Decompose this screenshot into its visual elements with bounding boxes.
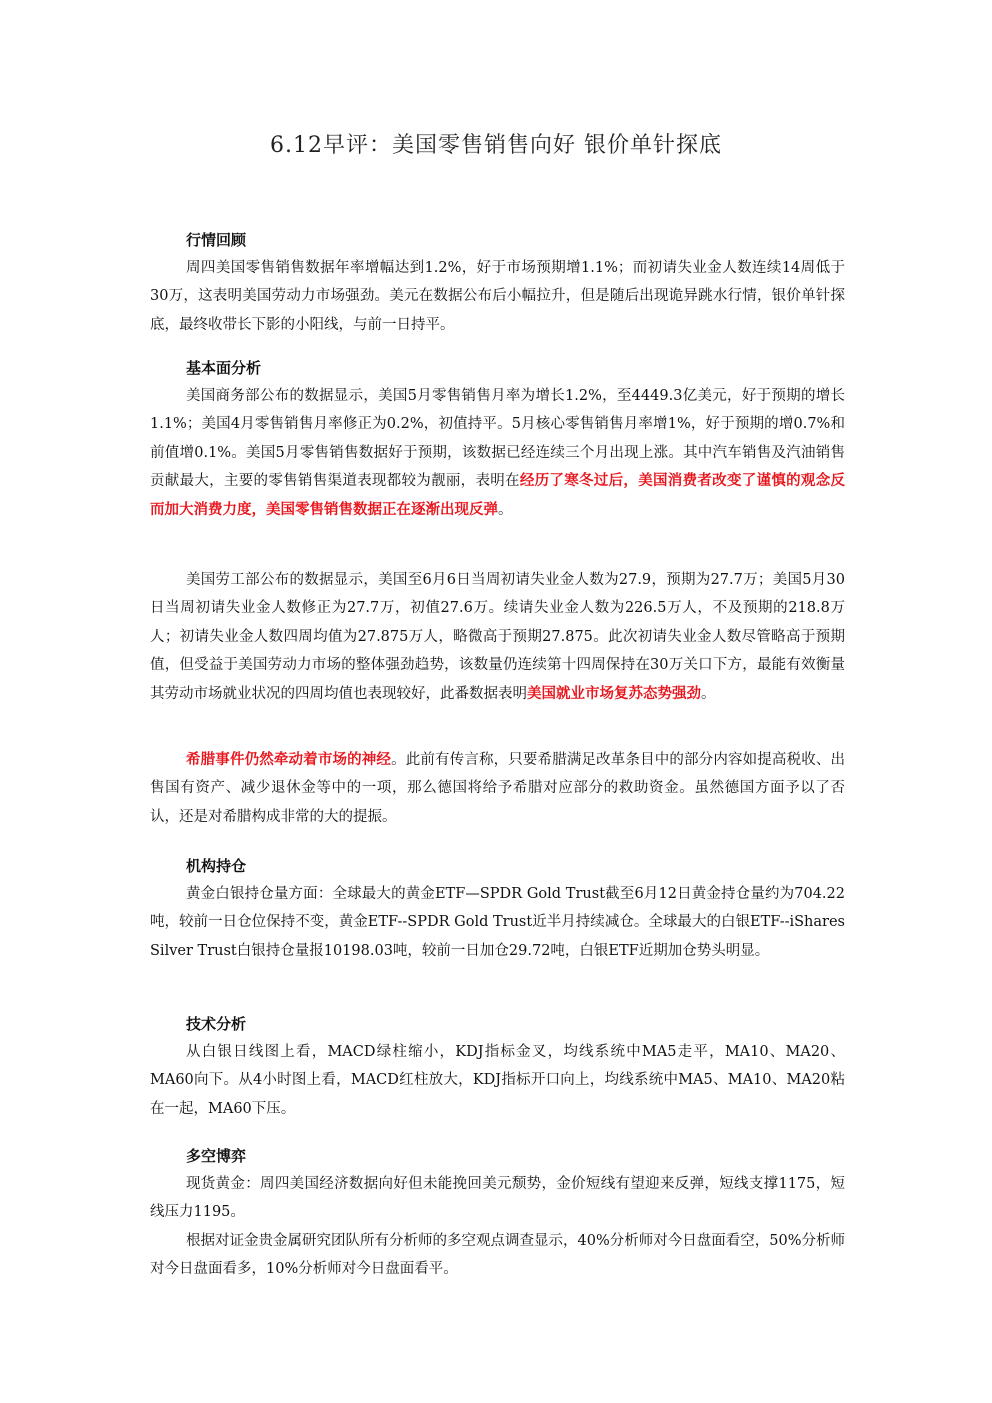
paragraph-spot-gold: 现货黄金：周四美国经济数据向好但未能挽回美元颓势，金价短线有望迎来反弹，短线支撑1175，短线压力1195。 — [150, 1176, 845, 1221]
heading-holdings: 机构持仓 — [186, 857, 247, 875]
document-title: 6.12早评：美国零售销售向好 银价单针探底 — [270, 133, 722, 158]
heading-bull-bear: 多空博弈 — [186, 1147, 247, 1165]
retail-sales-highlight: 经历了寒冬过后，美国消费者改变了谨慎的观念反而加大消费力度，美国零售销售数据正在逐渐出现反弹 — [150, 472, 846, 518]
section-market-review — [150, 226, 845, 339]
section-technical-analysis — [150, 1010, 845, 1123]
retail-sales-tail: 。 — [498, 501, 513, 518]
greece-text: 。此前有传言称，只要希腊满足改革条目中的部分内容如提高税收、出售国有资产、减少退休金等中的一项，那么德国将给予希腊对应部分的救助资金。虽然德国方面予以了否认，还是对希腊构成非常的大的提振。 — [150, 752, 846, 825]
jobless-claims-highlight: 美国就业市场复苏态势强劲 — [527, 684, 701, 702]
paragraph-holdings: 黄金白银持仓量方面：全球最大的黄金ETF—SPDR Gold Trust截至6月12日黄金持仓量约为704.22吨，较前一日仓位保持不变，黄金ETF--SPDR Gold Trust近半月持续减仓。全球最大的白银ETF--iShares Silver Trust白银持仓量报10198.03吨，较前一日加仓29.72吨，白银ETF近期加仓势头明显。 — [150, 886, 845, 959]
retail-sales-text: 美国商务部公布的数据显示，美国5月零售销售月率为增长1.2%，至4449.3亿美元，好于预期的增长1.1%；美国4月零售销售月率修正为0.2%，初值持平。5月核心零售销售月率增1%，好于预期的增0.7%和前值增0.1%。美国5月零售销售数据好于预期，该数据已经连续三个月出现上涨。其中汽车销售及汽油销售贡献最大，主要的零售销售渠道表现都较为靓丽，表明在 — [150, 388, 845, 490]
section-holdings — [150, 852, 845, 965]
section-fundamental-analysis — [150, 354, 845, 524]
paragraph-technical-analysis: 从白银日线图上看，MACD绿柱缩小，KDJ指标金叉，均线系统中MA5走平，MA10、MA20、MA60向下。从4小时图上看，MACD红柱放大，KDJ指标开口向上，均线系统中MA5、MA10、MA20粘在一起，MA60下压。 — [150, 1044, 845, 1117]
section-bull-bear — [150, 1142, 845, 1284]
section-labor-data — [150, 566, 845, 708]
jobless-claims-tail: 。 — [701, 685, 716, 702]
heading-technical-analysis: 技术分析 — [186, 1015, 247, 1033]
heading-market-review: 行情回顾 — [186, 231, 247, 249]
paragraph-greece — [150, 746, 845, 831]
greece-highlight: 希腊事件仍然牵动着市场的神经 — [186, 751, 392, 768]
paragraph-retail-sales — [150, 382, 845, 524]
heading-fundamental-analysis: 基本面分析 — [186, 359, 262, 377]
paragraph-analyst-survey: 根据对证金贵金属研究团队所有分析师的多空观点调查显示，40%分析师对今日盘面看空，50%分析师对今日盘面看多，10%分析师对今日盘面看平。 — [150, 1232, 845, 1278]
paragraph-market-review: 周四美国零售销售数据年率增幅达到1.2%，好于市场预期增1.1%；而初请失业金人数连续14周低于30万，这表明美国劳动力市场强劲。美元在数据公布后小幅拉升，但是随后出现诡异跳水行情，银价单针探底，最终收带长下影的小阳线，与前一日持平。 — [150, 260, 845, 333]
section-greece — [150, 746, 845, 831]
jobless-claims-text: 美国劳工部公布的数据显示，美国至6月6日当周初请失业金人数为27.9，预期为27.7万；美国5月30日当周初请失业金人数修正为27.7万，初值27.6万。续请失业金人数为226.5万人，不及预期的218.8万人；初请失业金人数四周均值为27.875万人，略微高于预期27.875。此次初请失业金人数尽管略高于预期值，但受益于美国劳动力市场的整体强劲趋势，该数量仍连续第十四周保持在30万关口下方，最能有效衡量其劳动市场就业状况的四周均值也表现较好，此番数据表明 — [150, 572, 845, 702]
paragraph-jobless-claims — [150, 566, 845, 708]
